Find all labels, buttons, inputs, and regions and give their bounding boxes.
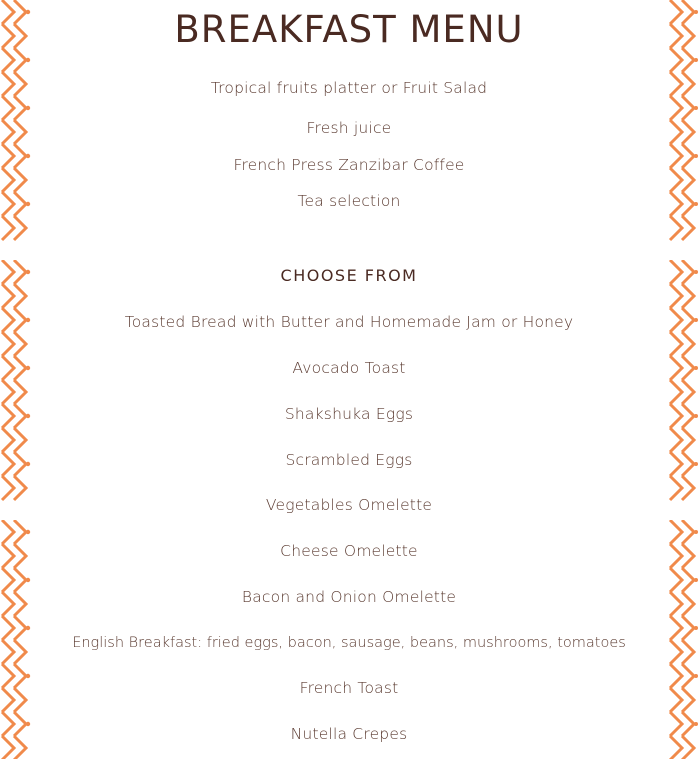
menu-title: BREAKFAST MENU <box>174 8 524 51</box>
included-item-tea: Tea selection <box>297 192 401 210</box>
choice-item-bacon-onion-omelette: Bacon and Onion Omelette <box>241 588 457 606</box>
choice-item-scrambled-eggs: Scrambled Eggs <box>285 451 413 469</box>
zigzag-pattern-left <box>0 0 32 759</box>
choice-item-french-toast: French Toast <box>299 679 399 697</box>
choice-item-shakshuka: Shakshuka Eggs <box>284 405 414 423</box>
choice-item-toasted-bread: Toasted Bread with Butter and Homemade Jam or Honey <box>124 313 574 331</box>
choice-item-nutella-crepes: Nutella Crepes <box>290 725 408 743</box>
decorative-border-left <box>0 0 32 759</box>
choose-from-heading: CHOOSE FROM <box>280 266 418 285</box>
included-item-juice: Fresh juice <box>306 119 392 137</box>
choice-item-avocado-toast: Avocado Toast <box>292 359 406 377</box>
choice-item-vegetables-omelette: Vegetables Omelette <box>265 496 433 514</box>
decorative-border-right <box>666 0 698 759</box>
choice-item-cheese-omelette: Cheese Omelette <box>280 542 418 560</box>
included-item-fruit: Tropical fruits platter or Fruit Salad <box>210 79 488 97</box>
zigzag-pattern-right <box>666 0 698 759</box>
included-item-coffee: French Press Zanzibar Coffee <box>233 156 465 174</box>
choice-item-english-breakfast: English Breakfast: fried eggs, bacon, sausage, beans, mushrooms, tomatoes <box>72 635 626 651</box>
